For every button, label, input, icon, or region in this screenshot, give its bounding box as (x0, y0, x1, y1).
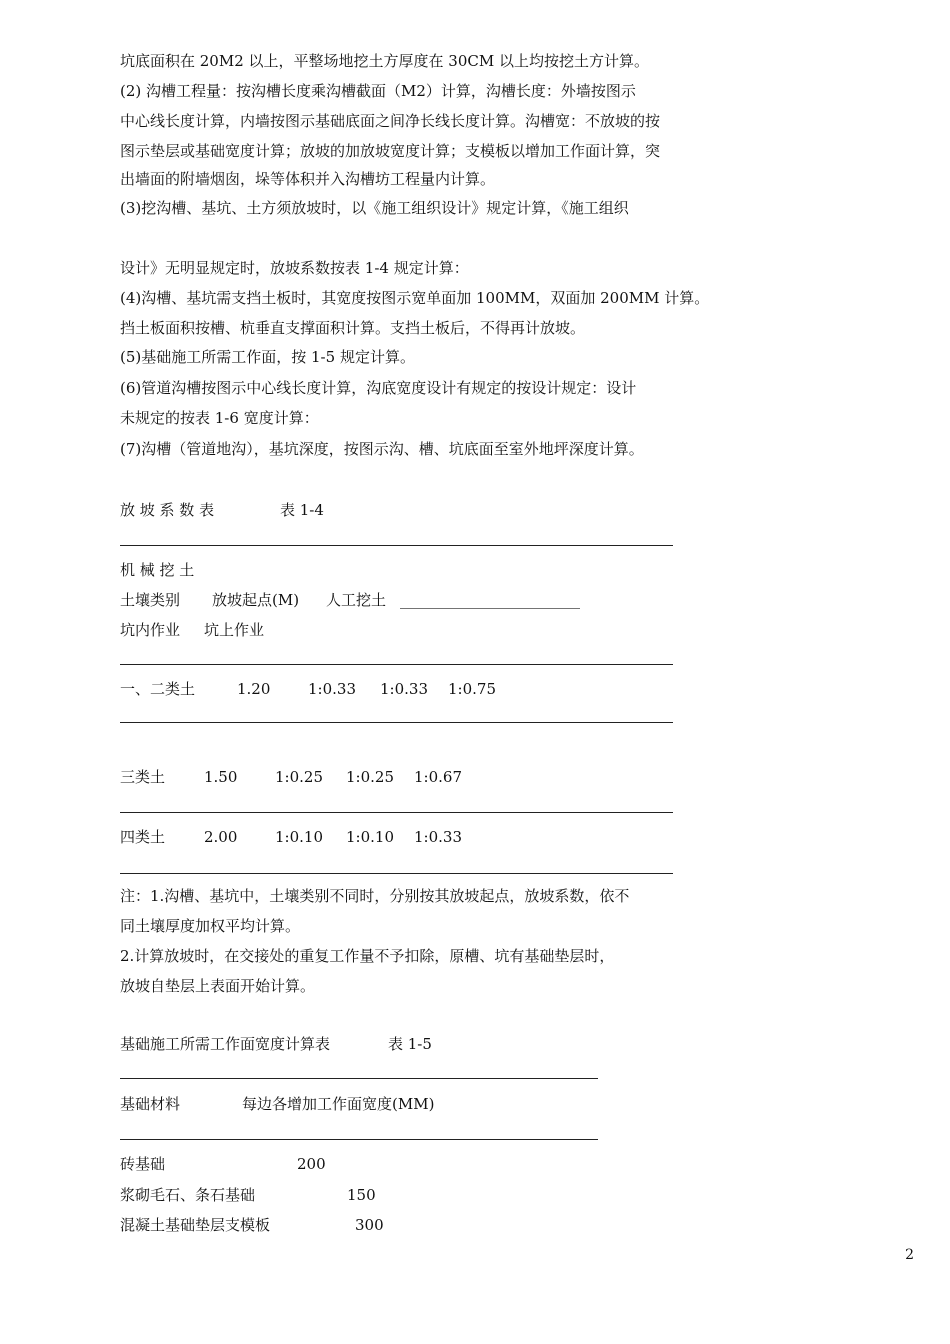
table-rule (120, 1139, 598, 1140)
table-1-4-header-start: 放坡起点(M) (212, 591, 300, 609)
table-1-4-cell-above: 1:0.33 (414, 828, 462, 846)
table-1-4-cell-above: 1:0.75 (448, 680, 496, 698)
table-1-4-header-above: 坑上作业 (204, 621, 265, 639)
paragraph-line: (6)管道沟槽按图示中心线长度计算，沟底宽度设计有规定的按设计规定：设计 (120, 379, 637, 397)
paragraph-line: 坑底面积在 20M2 以上，平整场地挖土方厚度在 30CM 以上均按挖土方计算。 (120, 52, 649, 70)
table-1-5-cell-material: 浆砌毛石、条石基础 (120, 1186, 256, 1204)
table-rule (120, 1078, 598, 1079)
table-1-4-header-manual: 人工挖土 (326, 591, 387, 609)
table-1-4-cell-above: 1:0.67 (414, 768, 462, 786)
table-1-5-cell-value: 150 (347, 1186, 376, 1204)
paragraph-line: 中心线长度计算，内墙按图示基础底面之间净长线长度计算。沟槽宽：不放坡的按 (120, 112, 661, 130)
table-1-4-cell-start: 1.20 (237, 680, 271, 698)
table-1-4-cell-soil: 四类土 (120, 828, 166, 846)
table-1-4-header-blank: ________________________ (400, 591, 580, 609)
table-1-4-cell-inside: 1:0.25 (346, 768, 394, 786)
table-1-4-cell-manual: 1:0.33 (308, 680, 356, 698)
table-1-4-title: 放 坡 系 数 表 (120, 501, 215, 519)
table-1-4-cell-start: 1.50 (204, 768, 238, 786)
paragraph-line: 出墙面的附墙烟囱，垛等体积并入沟槽坊工程量内计算。 (120, 170, 496, 188)
paragraph-line: 图示垫层或基础宽度计算；放坡的加放坡宽度计算；支模板以增加工作面计算，突 (120, 142, 661, 160)
paragraph-line: (2) 沟槽工程量：按沟槽长度乘沟槽截面（M2）计算，沟槽长度：外墙按图示 (120, 82, 636, 100)
table-rule (120, 664, 673, 665)
table-1-4-header-machine: 机 械 挖 土 (120, 561, 195, 579)
paragraph-line: 未规定的按表 1-6 宽度计算： (120, 409, 319, 427)
table-rule (120, 812, 673, 813)
table-1-5-cell-material: 混凝土基础垫层支模板 (120, 1216, 271, 1234)
table-1-4-cell-inside: 1:0.33 (380, 680, 428, 698)
table-1-5-cell-value: 300 (355, 1216, 384, 1234)
table-1-4-number: 表 1-4 (280, 501, 324, 519)
table-1-4-cell-manual: 1:0.25 (275, 768, 323, 786)
paragraph-line: (4)沟槽、基坑需支挡土板时，其宽度按图示宽单面加 100MM，双面加 200MM 计算。 (120, 289, 710, 307)
table-1-5-cell-value: 200 (297, 1155, 326, 1173)
table-1-4-header-soil: 土壤类别 (120, 591, 181, 609)
table-rule (120, 873, 673, 874)
paragraph-line: (3)挖沟槽、基坑、土方须放坡时，以《施工组织设计》规定计算，《施工组织 (120, 199, 629, 217)
page-number: 2 (905, 1247, 914, 1263)
table-rule (120, 545, 673, 546)
table-1-5-cell-material: 砖基础 (120, 1155, 166, 1173)
table-1-4-cell-soil: 三类土 (120, 768, 166, 786)
paragraph-line: (7)沟槽（管道地沟），基坑深度，按图示沟、槽、坑底面至室外地坪深度计算。 (120, 440, 644, 458)
table-1-5-header-width: 每边各增加工作面宽度(MM) (242, 1095, 435, 1113)
table-1-5-title: 基础施工所需工作面宽度计算表 (120, 1035, 331, 1053)
table-1-4-cell-inside: 1:0.10 (346, 828, 394, 846)
table-1-4-cell-start: 2.00 (204, 828, 238, 846)
paragraph-line: 设计》无明显规定时，放坡系数按表 1-4 规定计算： (120, 259, 469, 277)
table-1-4-cell-manual: 1:0.10 (275, 828, 323, 846)
note-line: 2.计算放坡时，在交接处的重复工作量不予扣除，原槽、坑有基础垫层时， (120, 947, 615, 965)
paragraph-line: 挡土板面积按槽、杭垂直支撑面积计算。支挡土板后，不得再计放坡。 (120, 319, 586, 337)
table-1-5-header-material: 基础材料 (120, 1095, 181, 1113)
note-line: 同土壤厚度加权平均计算。 (120, 917, 301, 935)
table-1-4-header-inside: 坑内作业 (120, 621, 181, 639)
note-line: 注：1.沟槽、基坑中，土壤类别不同时，分别按其放坡起点，放坡系数，依不 (120, 887, 630, 905)
note-line: 放坡自垫层上表面开始计算。 (120, 977, 316, 995)
table-1-5-number: 表 1-5 (388, 1035, 432, 1053)
table-rule (120, 722, 673, 723)
paragraph-line: (5)基础施工所需工作面，按 1-5 规定计算。 (120, 348, 415, 366)
table-1-4-cell-soil: 一、二类土 (120, 680, 196, 698)
